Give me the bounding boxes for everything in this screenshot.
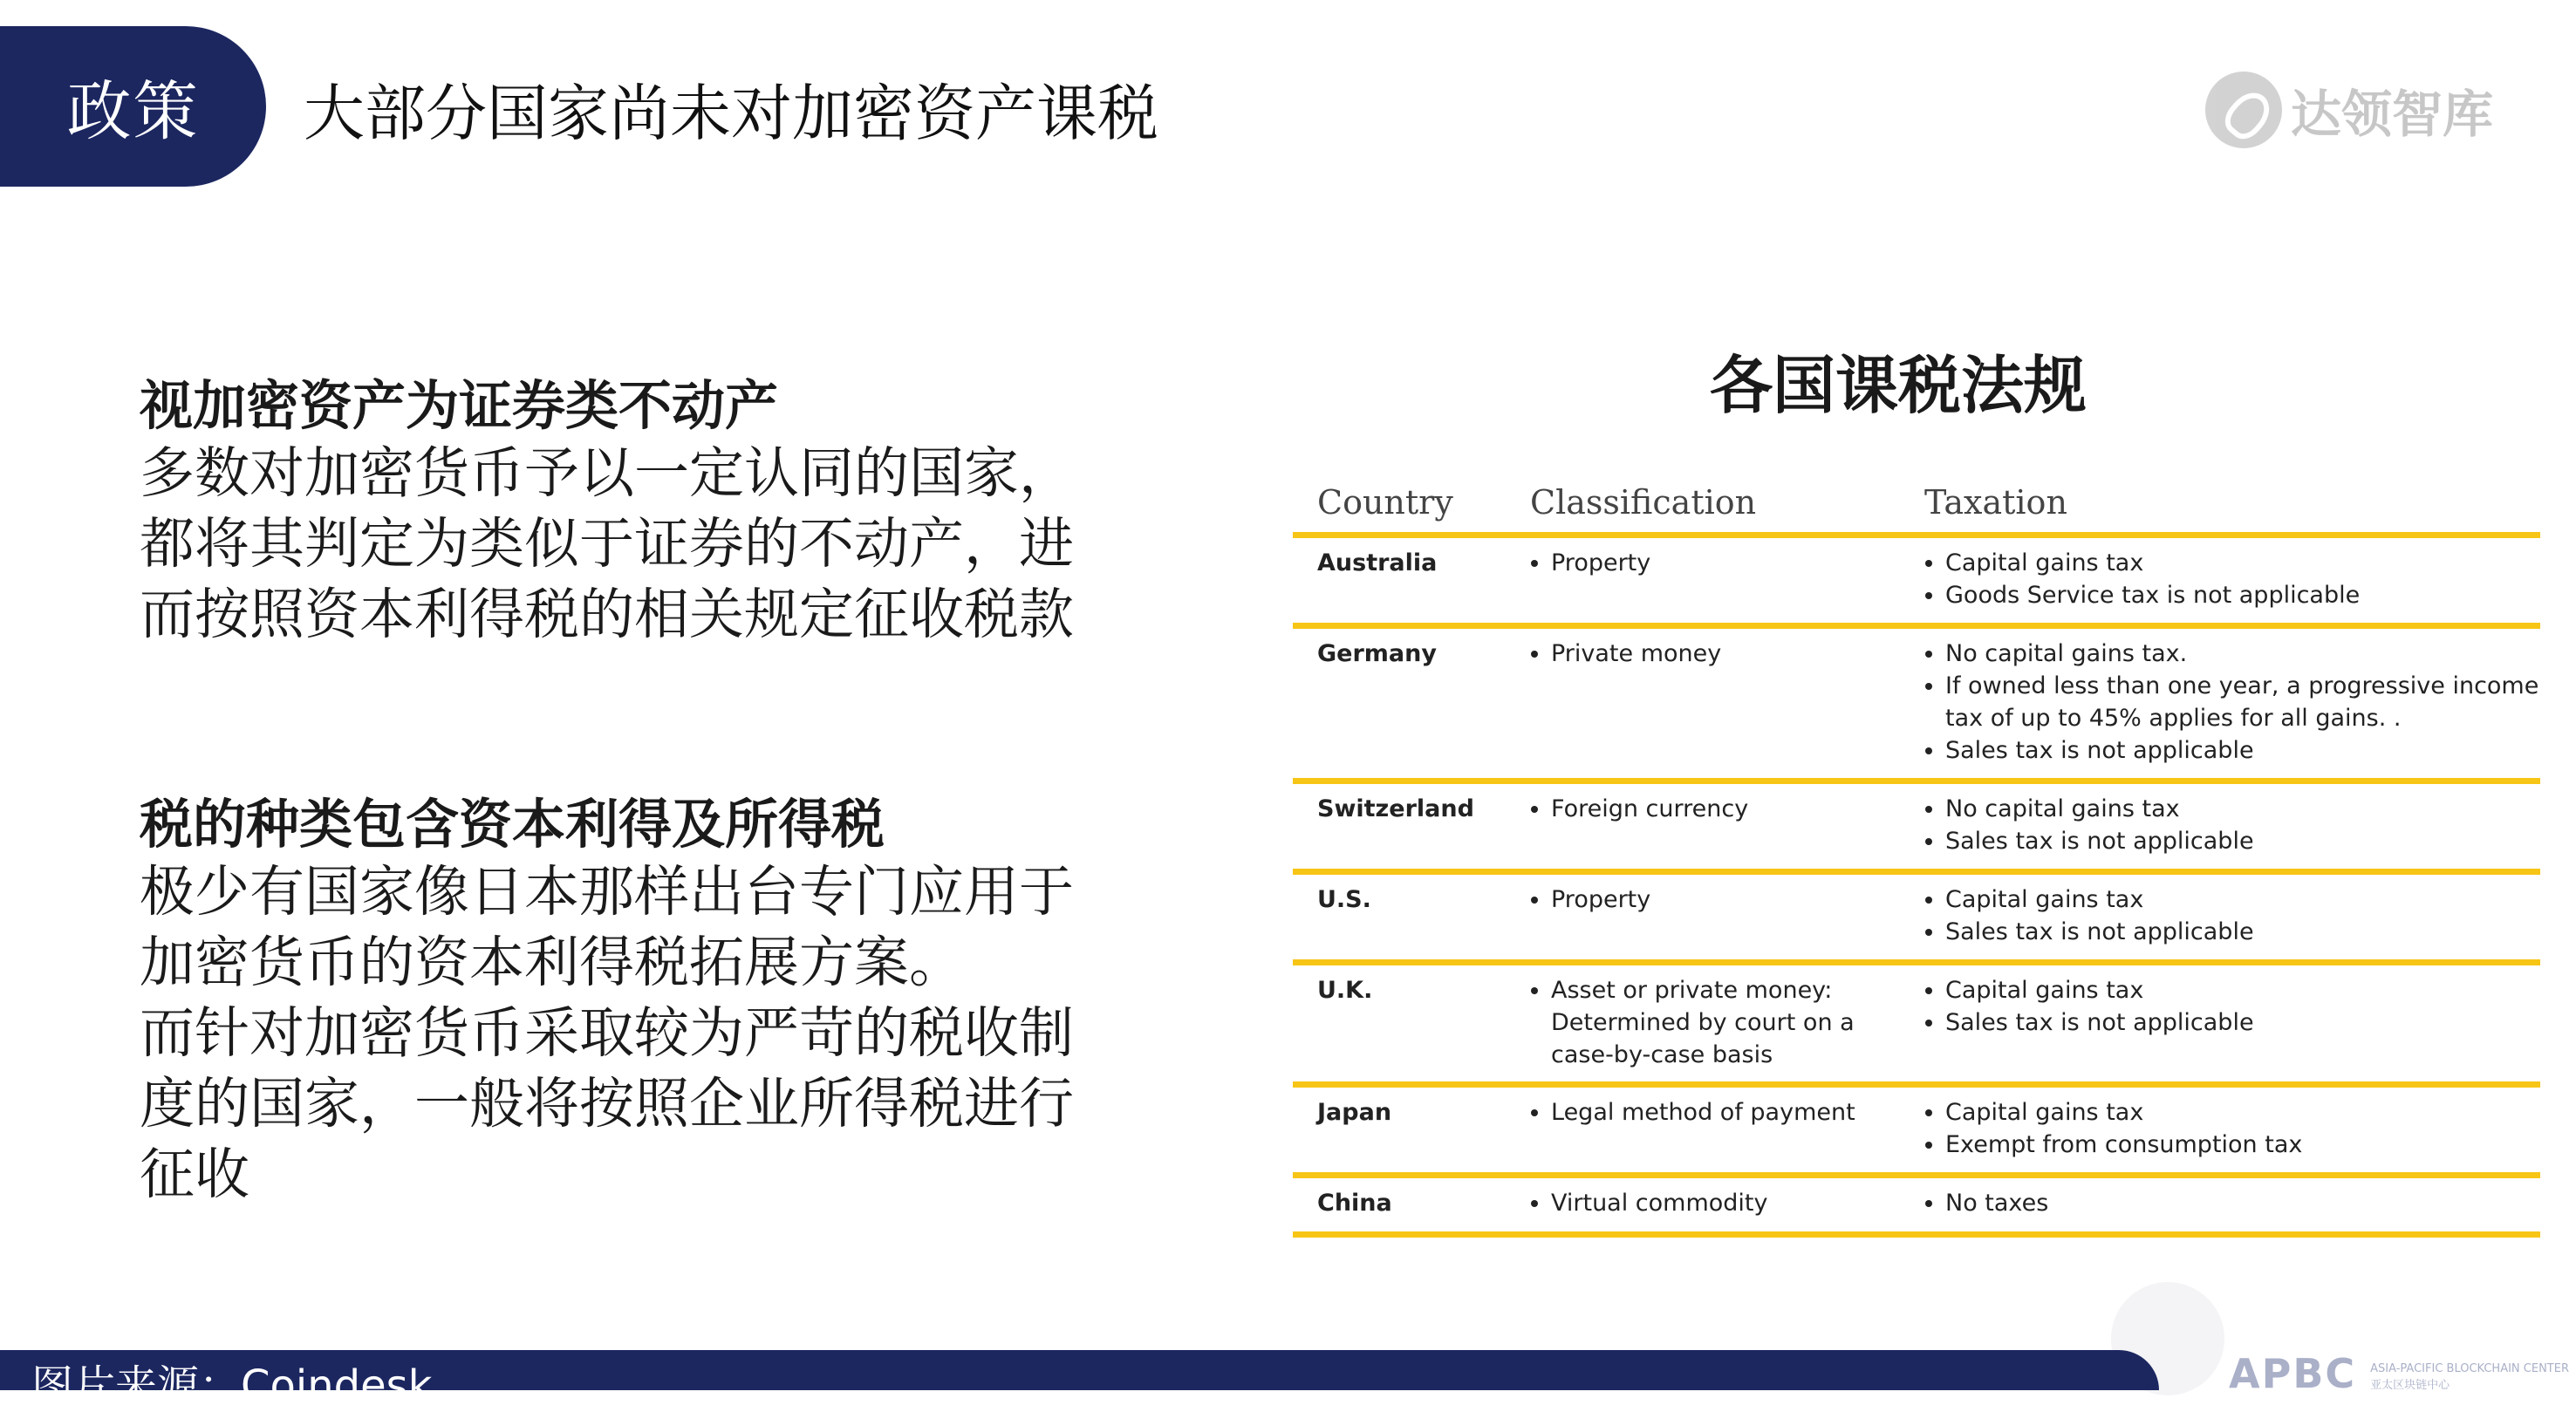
apbc-subtitle-cn: 亚太区块链中心 (2370, 1379, 2450, 1392)
cell-classification: • Virtual commodity (1551, 1187, 1924, 1219)
apbc-subtitle-en: ASIA-PACIFIC BLOCKCHAIN CENTER (2370, 1362, 2569, 1375)
apbc-logo-text: APBC (2229, 1350, 2357, 1397)
table-row (1293, 875, 2540, 965)
body-line: 都将其判定为类似于证券的不动产，进 (140, 512, 1074, 576)
section-tax-types (140, 794, 1151, 1210)
section-heading: 视加密资产为证券类不动产 (140, 375, 779, 437)
footer-bar (0, 1350, 2159, 1410)
cell-classification: • Property (1551, 547, 1924, 579)
cell-country: Germany (1317, 640, 1437, 667)
section-tag (0, 26, 266, 187)
cell-classification: • Foreign currency (1551, 793, 1924, 825)
cell-taxation: • No capital gains tax. (1945, 638, 2540, 670)
cell-taxation: • Sales tax is not applicable (1945, 1006, 2540, 1039)
table-row (1293, 1088, 2540, 1178)
section-tag-label: 政策 (66, 74, 200, 149)
table-header (1293, 460, 2540, 522)
table-row (1293, 629, 2540, 784)
cell-classification: • Legal method of payment (1551, 1096, 1924, 1129)
rocket-icon (2205, 72, 2282, 148)
cell-country: Japan (1317, 1099, 1392, 1126)
cell-country: U.S. (1317, 886, 1371, 913)
body-line: 多数对加密货币予以一定认同的国家， (140, 441, 1074, 505)
table-title: 各国课税法规 (1710, 349, 2087, 422)
page-title: 大部分国家尚未对加密资产课税 (304, 78, 1158, 149)
body-line: 而针对加密货币采取较为严苛的税收制 (140, 1001, 1074, 1065)
table-row (1293, 1178, 2540, 1238)
cell-country: U.K. (1317, 977, 1373, 1004)
cell-classification: • Private money (1551, 638, 1924, 670)
table-row (1293, 538, 2540, 629)
header-country: Country (1317, 483, 1453, 522)
cell-taxation: • Sales tax is not applicable (1945, 734, 2540, 767)
header-taxation: Taxation (1924, 483, 2067, 522)
cell-taxation: • Capital gains tax (1945, 1096, 2540, 1129)
tax-table (1293, 460, 2540, 1238)
brand-logo-text: 达领智库 (2291, 85, 2494, 144)
body-line: 征收 (140, 1143, 249, 1206)
cell-classification: • Asset or private money: Determined by court on a case-by-case basis (1551, 974, 1872, 1071)
cell-country: Australia (1317, 549, 1438, 576)
cell-classification: • Property (1551, 883, 1924, 916)
source-caption: 图片来源：Coindesk (31, 1361, 433, 1410)
cell-taxation: • Capital gains tax (1945, 883, 2540, 916)
cell-taxation: • No capital gains tax (1945, 793, 2540, 825)
body-line: 而按照资本利得税的相关规定征收税款 (140, 583, 1074, 646)
cell-taxation: • Capital gains tax (1945, 547, 2540, 579)
table-row (1293, 784, 2540, 875)
cell-taxation: • If owned less than one year, a progressive income tax of up to 45% applies for all gains. . (1945, 670, 2540, 734)
cell-taxation: • Exempt from consumption tax (1945, 1129, 2540, 1161)
brand-logo (2205, 72, 2493, 148)
header-rule (1293, 532, 2540, 538)
table-row (1293, 965, 2540, 1088)
body-line: 极少有国家像日本那样出台专门应用于 (140, 860, 1074, 924)
cell-taxation: • Sales tax is not applicable (1945, 916, 2540, 948)
section-securities (140, 375, 1151, 650)
section-body (140, 856, 1151, 1210)
cell-taxation: • Capital gains tax (1945, 974, 2540, 1006)
header-classification: Classification (1530, 483, 1757, 522)
section-heading: 税的种类包含资本利得及所得税 (140, 794, 885, 856)
body-line: 加密货币的资本利得税拓展方案。 (140, 931, 964, 994)
cell-taxation: • No taxes (1945, 1187, 2540, 1219)
cell-country: Switzerland (1317, 795, 1474, 822)
body-line: 度的国家，一般将按照企业所得税进行 (140, 1072, 1074, 1136)
cell-taxation: • Sales tax is not applicable (1945, 825, 2540, 857)
section-body (140, 438, 1151, 650)
cell-taxation: • Goods Service tax is not applicable (1945, 579, 2540, 611)
cell-country: China (1317, 1190, 1392, 1217)
